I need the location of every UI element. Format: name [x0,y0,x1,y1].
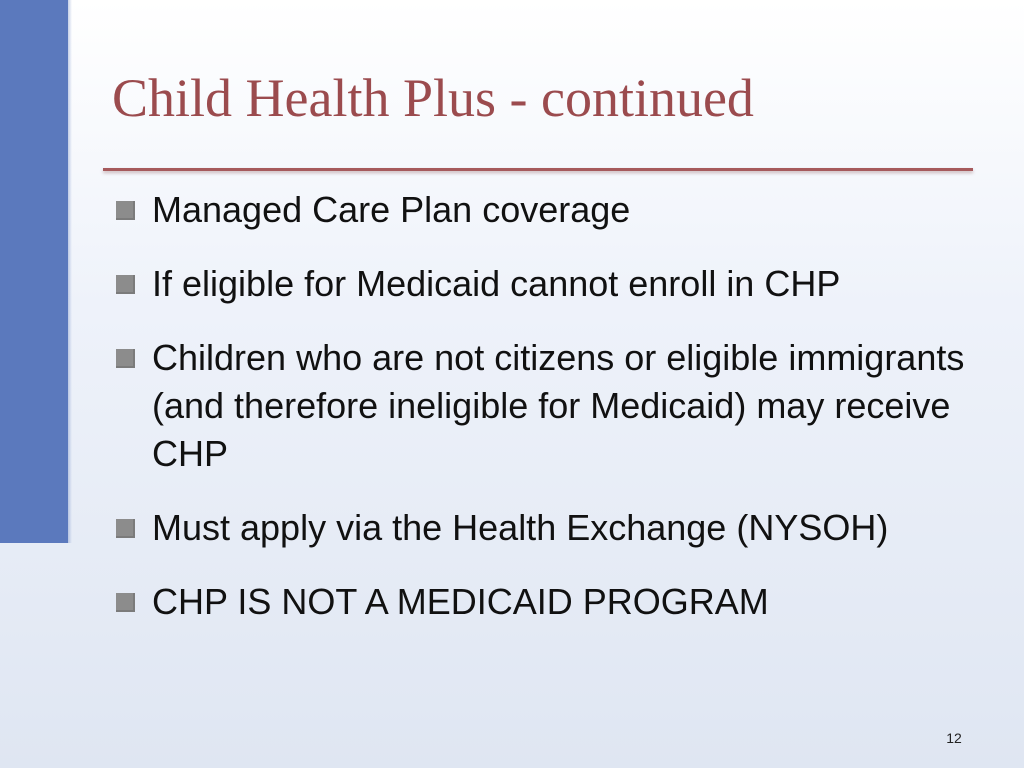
title-divider [103,168,973,171]
square-bullet-icon [116,593,135,612]
bullet-text: Must apply via the Health Exchange (NYSOH) [152,507,889,548]
bullet-item [116,504,986,552]
square-bullet-icon [116,201,135,220]
bullet-text: Managed Care Plan coverage [152,189,631,230]
bullet-text: Children who are not citizens or eligible immigrants (and therefore ineligible for Medicaid) may receive CHP [152,337,965,474]
page-number: 12 [946,730,962,746]
bullet-item [116,260,986,308]
slide-title: Child Health Plus - continued [112,68,754,128]
bullet-text: CHP IS NOT A MEDICAID PROGRAM [152,581,769,622]
bullet-list [116,186,986,626]
left-accent-bar [0,0,68,543]
bullet-item [116,578,986,626]
square-bullet-icon [116,349,135,368]
bullet-item [116,186,986,234]
square-bullet-icon [116,275,135,294]
bullet-item [116,334,986,478]
square-bullet-icon [116,519,135,538]
bullet-text: If eligible for Medicaid cannot enroll in CHP [152,263,841,304]
